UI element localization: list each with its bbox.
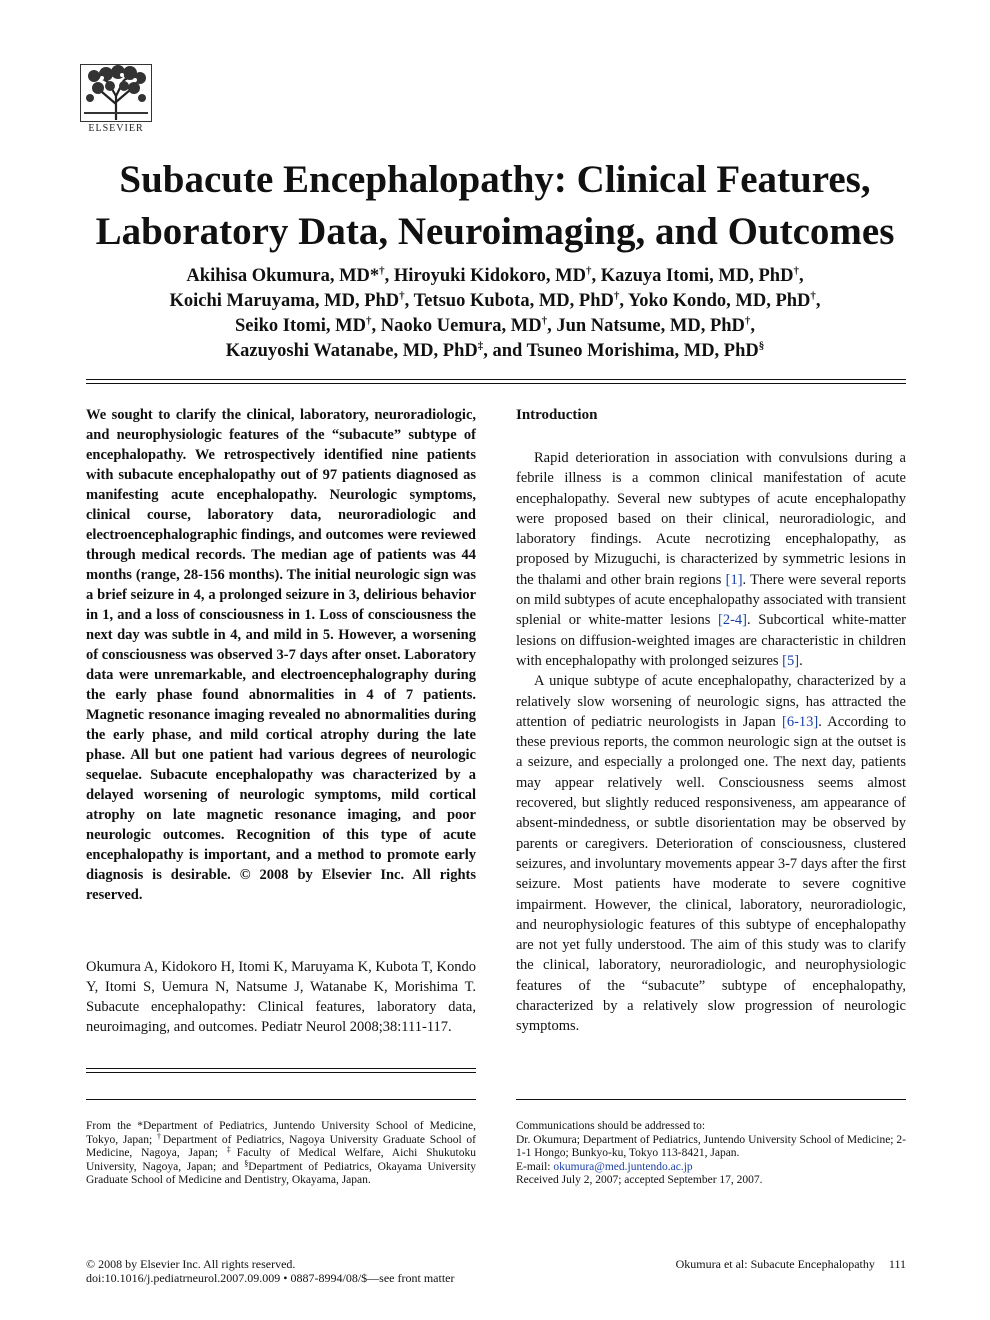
affiliation-mark: † <box>585 265 592 277</box>
author-separator: , and <box>483 341 527 361</box>
text-run: Rapid deterioration in association with convulsions during a febrile illness is a common clinical manifestation of acute encephalopathy. Several new subtypes of acute encephalopathy were proposed based on their clinical, neuroradiologic, and laboratory findings. Acute necrotizing encephalopathy, as proposed by Mizuguchi, is characterized by symmetric lesions in the thalami and other brain regions <box>516 450 906 588</box>
reference-link[interactable]: [5] <box>782 652 800 669</box>
author-name: Naoko Uemura, MD <box>380 316 542 336</box>
footnote-rule-left <box>86 1099 476 1100</box>
paragraph <box>516 671 906 1036</box>
footer-copyright: © 2008 by Elsevier Inc. All rights reserved. <box>86 1257 296 1271</box>
affiliation-mark: ‡ <box>226 1145 237 1154</box>
publisher-name: ELSEVIER <box>88 123 144 134</box>
title-line: Subacute Encephalopathy: Clinical Features, <box>119 158 871 201</box>
author-name: Tetsuo Kubota, MD, PhD <box>413 291 614 311</box>
author-name: Yoko Kondo, MD, PhD <box>627 291 811 311</box>
affiliations <box>86 1120 476 1188</box>
email-label: E-mail: <box>516 1160 554 1173</box>
author-separator: , <box>750 316 756 336</box>
email-link[interactable]: okumura@med.juntendo.ac.jp <box>553 1160 693 1173</box>
running-head: Okumura et al: Subacute Encephalopathy <box>675 1257 875 1271</box>
author-name: Hiroyuki Kidokoro, MD <box>393 266 586 286</box>
header-rule-top <box>86 379 906 380</box>
author-line <box>40 314 950 339</box>
reference-link[interactable]: [6-13] <box>782 713 819 730</box>
author-name: Kazuya Itomi, MD, PhD <box>600 266 794 286</box>
correspondence-heading: Communications should be addressed to: <box>516 1120 706 1132</box>
paragraph <box>516 448 906 671</box>
affiliation-mark: † <box>810 290 816 302</box>
affiliation-mark: † <box>399 290 405 302</box>
received-dates: Received July 2, 2007; accepted September 17, 2007. <box>516 1174 763 1186</box>
affiliation-text: Faculty of Medical Welfare, Aichi Shukutoku University, Nagoya, Japan; and <box>86 1147 476 1173</box>
author-name: Koichi Maruyama, MD, PhD <box>169 291 400 311</box>
header-rule-bottom <box>86 383 906 384</box>
correspondence <box>516 1120 906 1188</box>
author-separator: , <box>798 266 804 286</box>
author-separator: , <box>371 316 381 336</box>
author-name: Seiko Itomi, MD <box>234 316 366 336</box>
author-separator: , <box>547 316 557 336</box>
footnote-rule-right <box>516 1099 906 1100</box>
reference-link[interactable]: [1] <box>725 571 743 588</box>
author-separator: , <box>384 266 394 286</box>
affiliation-mark: † <box>793 265 799 277</box>
author-separator: , <box>591 266 601 286</box>
author-separator: , <box>404 291 414 311</box>
affiliation-text: From the *Department of Pediatrics, Juntendo University School of Medicine, Tokyo, Japan; <box>86 1120 476 1146</box>
author-separator: , <box>619 291 628 311</box>
article-title <box>40 154 950 258</box>
affiliation-mark: † <box>541 315 548 327</box>
title-line: Laboratory Data, Neuroimaging, and Outcomes <box>95 210 895 253</box>
text-run: . According to these previous reports, the common neurologic sign at the outset is a seizure, and especially a prolonged one. The next day, patients may appear relatively well. Consciousness seems almost recovered, but slightly reduced responsiveness, am appearance of absent-mindedness, or subtle disorientation may be observed by parents or caregivers. Deterioration of consciousness, clustered seizures, and involuntary movements appear 3-7 days after the first seizure. Most patients have moderate to severe cognitive impairment. However, the clinical, laboratory, neuroradiologic, and neurophysiologic features of this subtype of encephalopathy are not yet fully understood. The aim of this study was to clarify the clinical, laboratory, neuroradiologic, and neurophysiologic features of the “subacute” subtype of encephalopathy, characterized by a relatively slow progression of neurologic symptoms. <box>516 713 906 1035</box>
text-run: A unique subtype of acute encephalopathy, characterized by a relatively slow worsening of neurologic signs, has attracted the attention of pediatric neurologists in Japan <box>516 673 906 730</box>
correspondence-email-line <box>516 1161 906 1175</box>
footer-right <box>676 1257 906 1271</box>
author-list <box>40 264 950 364</box>
section-heading-introduction: Introduction <box>516 407 598 423</box>
author-line <box>40 264 950 289</box>
page-number: 111 <box>888 1257 906 1271</box>
introduction-body <box>516 448 906 1037</box>
footer-doi[interactable]: doi:10.1016/j.pediatrneurol.2007.09.009 • 0887-8994/08/$—see front matter <box>86 1271 455 1285</box>
affiliation-mark: † <box>156 1131 163 1141</box>
author-name: Kazuyoshi Watanabe, MD, PhD <box>225 341 478 361</box>
affiliation-text: Department of Pediatrics, Nagoya University Graduate School of Medicine, Nagoya, Japan; <box>86 1133 476 1159</box>
citation: Okumura A, Kidokoro H, Itomi K, Maruyama K, Kubota T, Kondo Y, Itomi S, Uemura N, Natsume J, Watanabe K, Morishima T. Subacute encephalopathy: Clinical features, laboratory data, neuroimaging, and outcomes. Pediatr Neurol 2008;38:111-117. <box>86 959 476 1035</box>
affiliation-mark: † <box>365 315 372 327</box>
affiliation-text: Department of Pediatrics, Okayama University Graduate School of Medicine and Dentistry, Okayama, Japan. <box>86 1160 476 1186</box>
abstract-rule-bottom <box>86 1072 476 1073</box>
author-name: Tsuneo Morishima, MD, PhD <box>526 341 759 361</box>
author-separator: , <box>815 291 821 311</box>
correspondence-address: Dr. Okumura; Department of Pediatrics, Juntendo University School of Medicine; 2-1-1 Hongo; Bunkyo-ku, Tokyo 113-8421, Japan. <box>516 1133 906 1159</box>
author-line <box>40 289 950 314</box>
affiliation-mark: † <box>744 315 751 327</box>
text-run: . There were several reports on mild subtypes of acute encephalopathy associated with transient splenial or white-matter lesions <box>516 571 906 629</box>
footer-left <box>86 1257 454 1285</box>
affiliation-mark: ‡ <box>477 340 484 352</box>
author-line <box>40 339 950 364</box>
author-name: Jun Natsume, MD, PhD <box>556 316 745 336</box>
affiliation-mark: § <box>244 1158 249 1168</box>
abstract: We sought to clarify the clinical, laboratory, neuroradiologic, and neurophysiologic features of the “subacute” subtype of encephalopathy. We retrospectively identified nine patients with subacute encephalopathy out of 97 patients diagnosed as manifesting acute encephalopathy. Neurologic symptoms, clinical course, laboratory data, neuroradiologic and electroencephalographic findings, and outcomes were reviewed through medical records. The median age of patients was 44 months (range, 28-156 months). The initial neurologic sign was a brief seizure in 4, a prolonged seizure in 3, delirious behavior in 1, and a loss of consciousness in 1. Loss of consciousness the next day was subtle in 4, and mild in 5. However, a worsening of consciousness was observed 3-7 days after onset. Laboratory data were unremarkable, and electroencephalography during the early phase found abnormalities in 4 of 7 patients. Magnetic resonance imaging revealed no abnormalities during the early phase, and mild cortical atrophy during the late phase. All but one patient had various degrees of neurologic sequelae. Subacute encephalopathy was characterized by a delayed worsening of neurologic symptoms, mild cortical atrophy on late magnetic resonance imaging, and poor neurologic outcomes. Recognition of this type of acute encephalopathy is important, and a method to promote early diagnosis is desirable. © 2008 by Elsevier Inc. All rights reserved. <box>86 407 476 903</box>
elsevier-tree-logo-icon <box>80 64 152 122</box>
affiliation-mark: † <box>379 265 385 277</box>
affiliation-mark: † <box>613 290 620 302</box>
author-name: Akihisa Okumura, MD* <box>186 266 380 286</box>
text-run: . Subcortical white-matter lesions on diffusion-weighted images are characteristic in children with encephalopathy with prolonged seizures <box>516 612 906 669</box>
abstract-rule-top <box>86 1068 476 1069</box>
affiliation-mark: § <box>758 340 765 352</box>
text-run: . <box>799 652 803 669</box>
reference-link[interactable]: [2-4] <box>718 612 748 629</box>
